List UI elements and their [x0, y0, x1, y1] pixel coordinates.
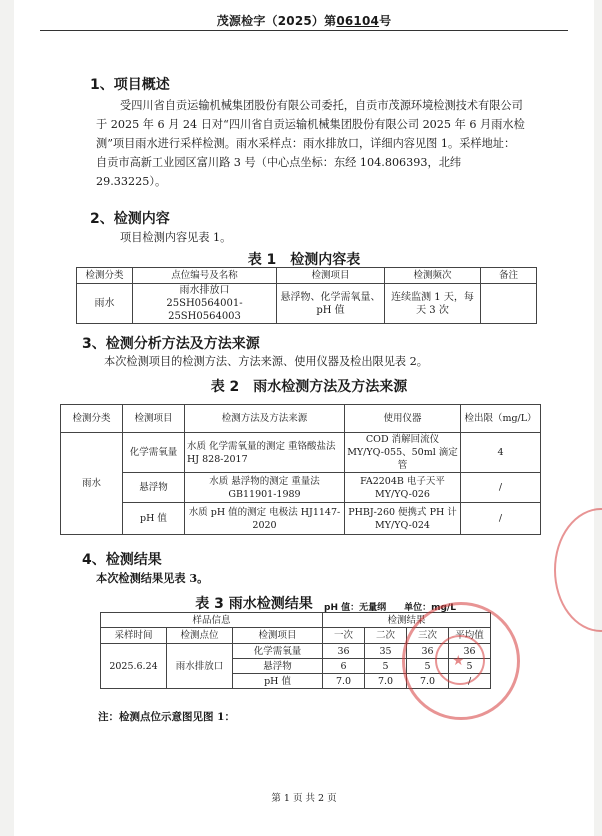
t2-method: 水质 悬浮物的测定 重量法 GB11901-1989 [185, 473, 345, 503]
t3-item: 化学需氧量 [233, 644, 323, 659]
section-4-body: 本次检测结果见表 3。 [96, 571, 209, 585]
figure-note: 注：检测点位示意图见图 1： [98, 711, 235, 723]
inspection-seal [402, 602, 520, 720]
t1-header: 检测项目 [277, 268, 385, 284]
t3-value: 7.0 [407, 674, 449, 689]
t3-header: 二次 [365, 628, 407, 644]
t2-limit: 4 [461, 433, 541, 473]
t1-header: 点位编号及名称 [133, 268, 277, 284]
table-2-title: 表 2 雨水检测方法及方法来源 [210, 379, 408, 395]
table-2 [60, 404, 541, 535]
t1-point-name: 雨水排放口 [179, 285, 230, 296]
t2-instrument: FA2204B 电子天平 MY/YQ-026 [345, 473, 461, 503]
t2-limit: / [461, 503, 541, 535]
t3-header: 三次 [407, 628, 449, 644]
t2-item: 化学需氧量 [123, 433, 185, 473]
t3-point: 雨水排放口 [167, 644, 233, 689]
section-2-body: 项目检测内容见表 1。 [120, 231, 232, 244]
t2-header: 检测项目 [123, 405, 185, 433]
edge-seal [554, 508, 602, 632]
t2-method: 水质 pH 值的测定 电极法 HJ1147-2020 [185, 503, 345, 535]
report-number [14, 12, 594, 29]
t1-point-code: 25SH0564001-25SH0564003 [166, 298, 243, 322]
t3-average: 5 [449, 659, 491, 674]
section-3-body: 本次检测项目的检测方法、方法来源、使用仪器及检出限见表 2。 [104, 355, 428, 368]
seal-star-icon: ★ [452, 653, 465, 669]
t3-group-header: 检测结果 [323, 613, 491, 628]
t2-category: 雨水 [61, 433, 123, 535]
t3-value: 5 [407, 659, 449, 674]
t2-instrument: COD 消解回流仪 MY/YQ-055、50ml 滴定管 [345, 433, 461, 473]
t1-category: 雨水 [77, 284, 133, 324]
t3-header: 采样时间 [101, 628, 167, 644]
t1-point [133, 284, 277, 324]
section-3-title: 3、检测分析方法及方法来源 [82, 336, 260, 352]
t1-header: 检测分类 [77, 268, 133, 284]
t1-frequency: 连续监测 1 天，每天 3 次 [385, 284, 481, 324]
report-prefix: 茂源检字（2025）第 [216, 14, 337, 28]
t1-header: 检测频次 [385, 268, 481, 284]
t3-item: 悬浮物 [233, 659, 323, 674]
t2-item: 悬浮物 [123, 473, 185, 503]
t3-average: / [449, 674, 491, 689]
t2-limit: / [461, 473, 541, 503]
t3-average: 36 [449, 644, 491, 659]
header-rule [40, 30, 568, 31]
t2-header: 使用仪器 [345, 405, 461, 433]
t2-header: 检测分类 [61, 405, 123, 433]
section-2-title: 2、检测内容 [90, 211, 170, 227]
t2-item: pH 值 [123, 503, 185, 535]
t3-header: 平均值 [449, 628, 491, 644]
t1-note [481, 284, 537, 324]
section-4-title: 4、检测结果 [82, 552, 162, 568]
report-id: 06104 [336, 14, 380, 28]
t3-value: 35 [365, 644, 407, 659]
section-1-title: 1、项目概述 [90, 77, 170, 93]
t1-items: 悬浮物、化学需氧量、pH 值 [277, 284, 385, 324]
table-1 [76, 267, 537, 324]
table-3-title: 表 3 雨水检测结果 [195, 596, 313, 612]
t3-group-header: 样品信息 [101, 613, 323, 628]
document-page [14, 0, 594, 836]
t2-instrument: PHBJ-260 便携式 PH 计 MY/YQ-024 [345, 503, 461, 535]
t3-header: 检测点位 [167, 628, 233, 644]
t3-date: 2025.6.24 [101, 644, 167, 689]
t3-value: 36 [407, 644, 449, 659]
t3-value: 6 [323, 659, 365, 674]
table-3-unit-note: pH 值：无量纲 单位：mg/L [324, 603, 456, 613]
t3-value: 5 [365, 659, 407, 674]
t3-value: 36 [323, 644, 365, 659]
report-suffix: 号 [379, 14, 392, 28]
table-1-title: 表 1 检测内容表 [247, 252, 361, 268]
t3-value: 7.0 [365, 674, 407, 689]
t2-header: 检测方法及方法来源 [185, 405, 345, 433]
page-footer: 第 1 页 共 2 页 [271, 793, 337, 804]
t3-item: pH 值 [233, 674, 323, 689]
t3-header: 一次 [323, 628, 365, 644]
t2-method: 水质 化学需氧量的测定 重铬酸盐法 HJ 828-2017 [185, 433, 345, 473]
t3-header: 检测项目 [233, 628, 323, 644]
t2-header: 检出限（mg/L） [461, 405, 541, 433]
section-1-body: 受四川省自贡运输机械集团股份有限公司委托，自贡市茂源环境检测技术有限公司于 2025 年 6 月 24 日对“四川省自贡运输机械集团股份有限公司 2025 年 6 月雨水检测”项目雨水进行采样检测。雨水采样点：雨水排放口，详细内容见图 1。采样地址：自贡市高新工业园区富川路 3 号（中心点坐标：东经 104.806393，北纬 29.33225）。 [96, 99, 525, 188]
t3-value: 7.0 [323, 674, 365, 689]
t1-header: 备注 [481, 268, 537, 284]
